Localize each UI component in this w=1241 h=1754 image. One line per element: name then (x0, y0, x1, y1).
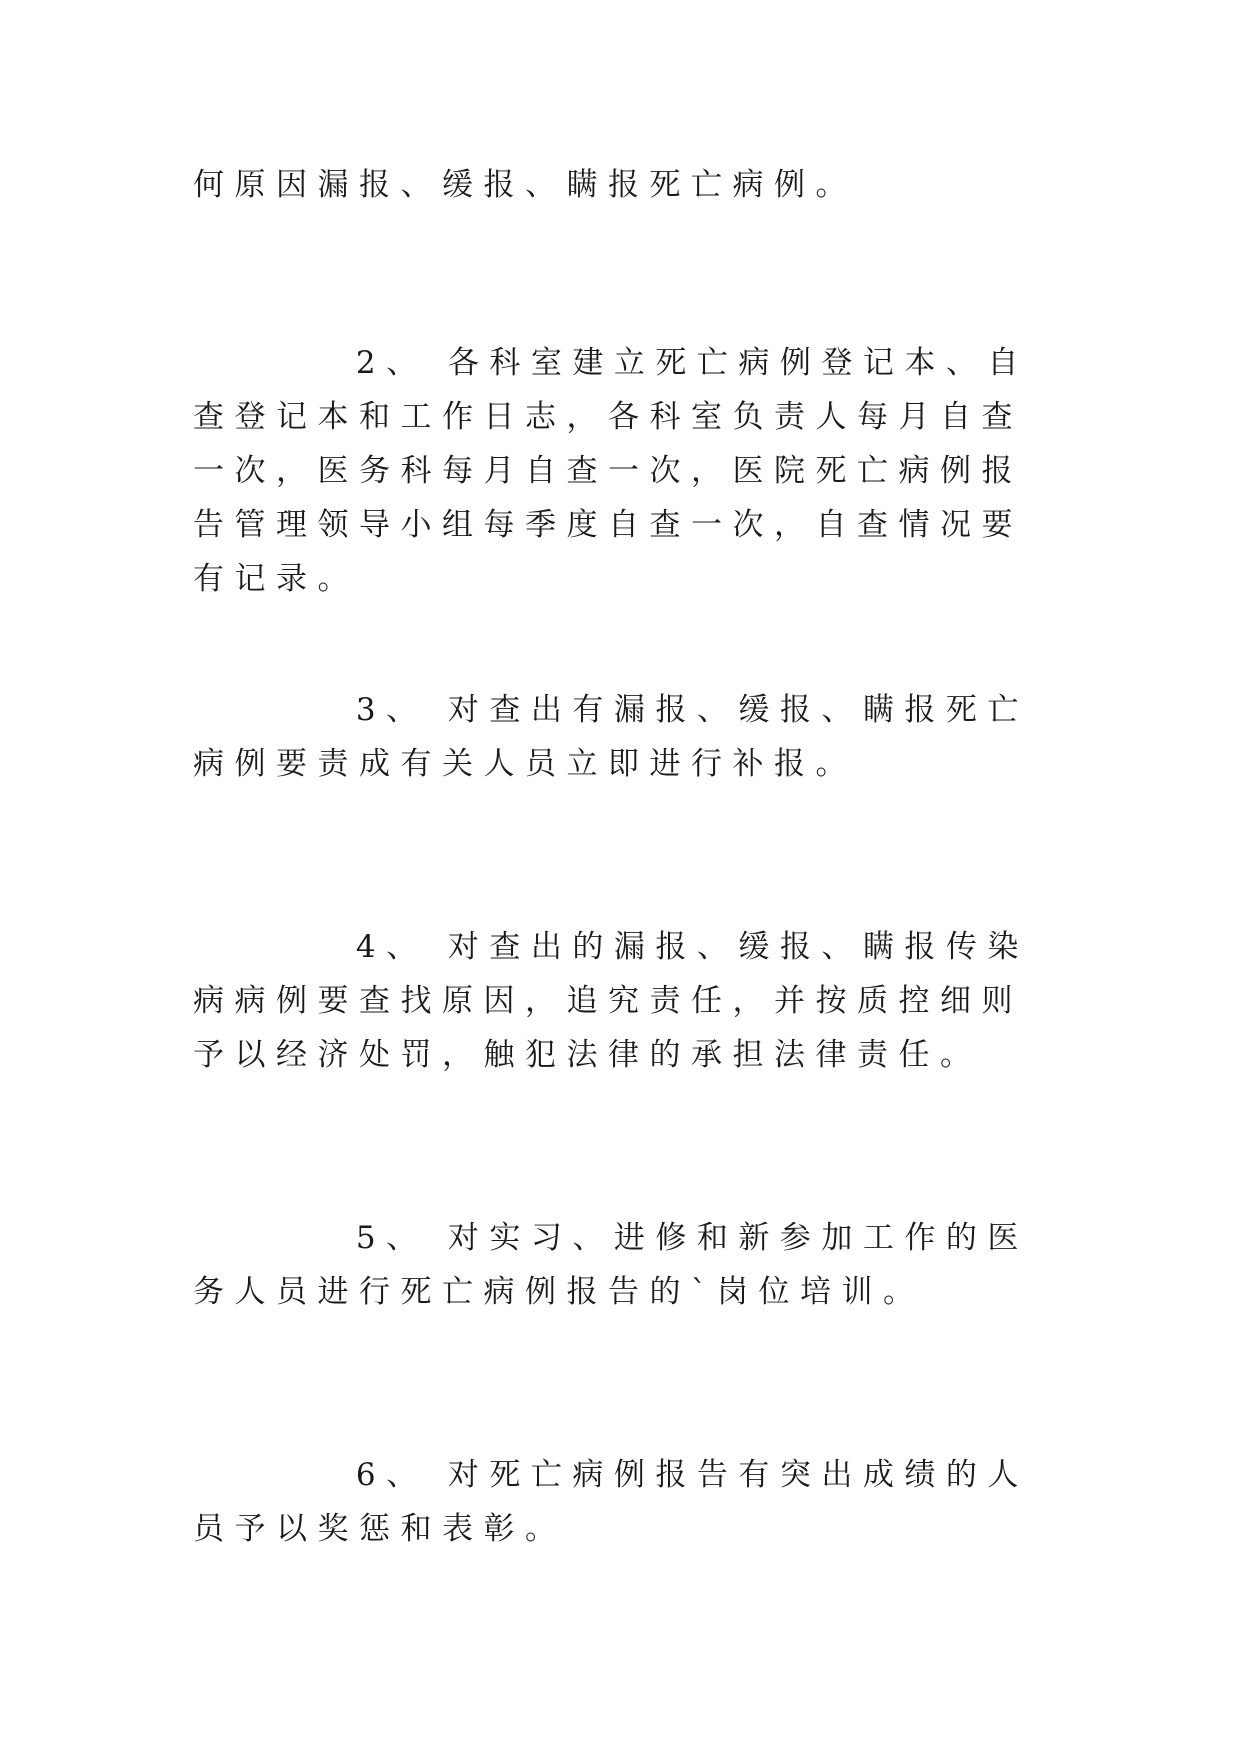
paragraph-item-2: 2、 各科室建立死亡病例登记本、自查登记本和工作日志，各科室负责人每月自查一次，医务科每月自查一次，医院死亡病例报告管理领导小组每季度自查一次，自查情况要有记录。 (193, 345, 1029, 597)
paragraph-item-3: 3、 对查出有漏报、缓报、瞒报死亡病例要责成有关人员立即进行补报。 (193, 692, 1029, 782)
paragraph-item-6: 6、 对死亡病例报告有突出成绩的人员予以奖惩和表彰。 (193, 1457, 1029, 1547)
paragraph-item-4: 4、 对查出的漏报、缓报、瞒报传染病病例要查找原因，追究责任，并按质控细则予以经济处罚，触犯法律的承担法律责任。 (193, 929, 1029, 1073)
paragraph-item-5: 5、 对实习、进修和新参加工作的医务人员进行死亡病例报告的`岗位培训。 (193, 1220, 1029, 1310)
paragraph-continuation: 何原因漏报、缓报、瞒报死亡病例。 (193, 167, 857, 203)
